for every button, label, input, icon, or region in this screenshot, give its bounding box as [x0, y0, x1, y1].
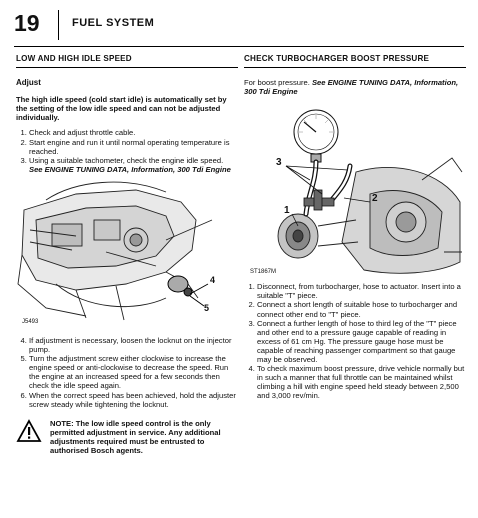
figure-id: ST1867M: [250, 269, 277, 276]
figure-id: J5493: [22, 318, 39, 325]
note-text: NOTE: The low idle speed control is the only permitted adjustment in service. Any additional adjustments required must be entrusted to authorised Bosch agents.: [50, 418, 221, 455]
boost-steps-list: [244, 282, 466, 400]
list-item: 2. Start engine and run it until normal operating temperature is reached.: [29, 138, 238, 156]
chapter-divider: [58, 10, 59, 40]
turbocharger-illustration: [246, 102, 464, 278]
boost-intro: For boost pressure. See ENGINE TUNING DATA, Information, 300 Tdi Engine: [244, 78, 459, 97]
injector-pump-figure: [16, 180, 238, 330]
chapter-number: 19: [14, 10, 40, 36]
list-item: 1. Disconnect, from turbocharger, hose to actuator. Insert into a suitable "T" piece.: [257, 282, 466, 300]
list-item: 4. To check maximum boost pressure, drive vehicle normally but in such a manner that full throttle can be maintained whilst climbing a hill with engine speed held steady between 2,500 and 3,000 rev/min.: [257, 364, 466, 400]
list-item: 3. Using a suitable tachometer, check the engine idle speed. See ENGINE TUNING DATA, Information, 300 Tdi Engine: [29, 156, 238, 174]
section-title-idle-speed: LOW AND HIGH IDLE SPEED: [16, 54, 238, 68]
steps-list-b: [16, 336, 238, 409]
turbocharger-figure: [246, 102, 466, 278]
steps-list-a: [16, 128, 238, 173]
subsection-adjust: Adjust: [16, 78, 41, 88]
list-item: 5. Turn the adjustment screw either clockwise to increase the engine speed or anti-clockwise to decrease the speed. Run the engine at an increased speed for a few seconds then check the idle speed again.: [29, 354, 238, 390]
page-header: [14, 4, 464, 48]
warning-triangle-icon: [16, 419, 42, 443]
figure-callout-4: 4: [210, 274, 216, 285]
left-column: [16, 54, 238, 455]
list-item: 3. Connect a further length of hose to third leg of the "T" piece and other end to a pressure gauge capable of reading in excess of 61 cm Hg. The pressure gauge hose must be capable of reaching passenger compartment so that gauge may be observed.: [257, 319, 466, 364]
header-rule: [14, 46, 464, 47]
list-item: 4. If adjustment is necessary, loosen the locknut on the injector pump.: [29, 336, 238, 354]
figure-callout-3: 3: [276, 157, 282, 169]
note-block: [16, 419, 238, 455]
right-column: [244, 54, 466, 401]
section-title-boost: CHECK TURBOCHARGER BOOST PRESSURE: [244, 54, 466, 68]
figure-callout-2: 2: [372, 193, 378, 205]
cross-reference: See ENGINE TUNING DATA, Information, 300 Tdi Engine: [29, 164, 231, 174]
list-item: 6. When the correct speed has been achieved, hold the adjuster screw steady while tightening the locknut.: [29, 391, 238, 409]
list-item: 1. Check and adjust throttle cable.: [29, 128, 238, 137]
list-item: 2. Connect a short length of suitable hose to turbocharger and connect other end to "T" piece.: [257, 300, 466, 318]
intro-paragraph: The high idle speed (cold start idle) is automatically set by the setting of the low idle speed and can not be adjusted individually.: [16, 95, 227, 123]
figure-callout-1: 1: [284, 205, 290, 217]
cross-reference: See ENGINE TUNING DATA, Information, 300 Tdi Engine: [244, 78, 459, 97]
chapter-title: FUEL SYSTEM: [72, 17, 155, 29]
figure-callout-5: 5: [204, 302, 210, 313]
